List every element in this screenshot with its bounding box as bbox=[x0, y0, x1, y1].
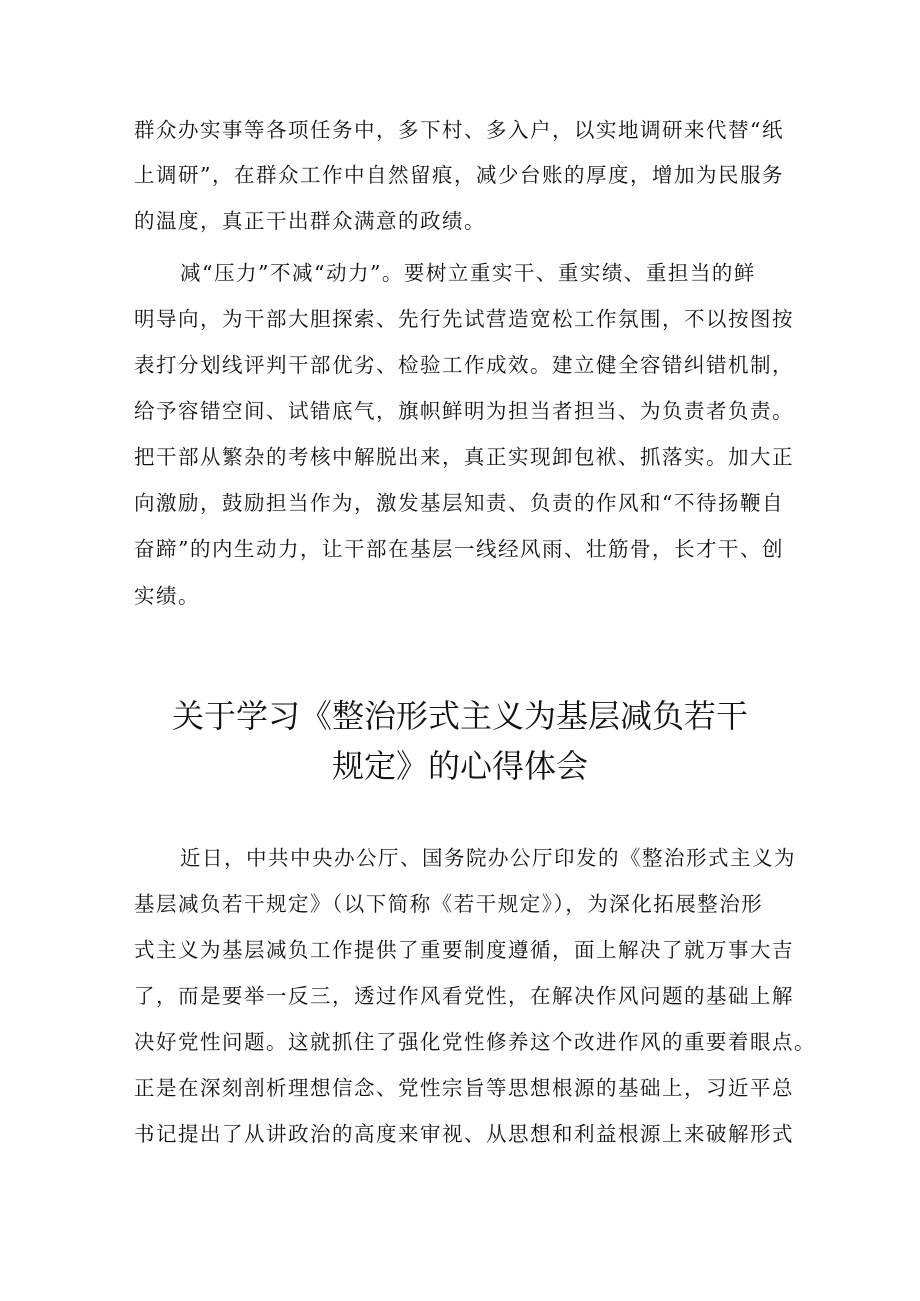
text-line: 决好党性问题。这就抓住了强化党性修养这个改进作风的重要着眼点。 bbox=[134, 1030, 816, 1054]
text-line: 减“压力”不减“动力”。要树立重实干、重实绩、重担当的鲜 bbox=[180, 261, 756, 285]
text-line: 的温度，真正干出群众满意的政绩。 bbox=[134, 209, 486, 233]
text-line: 向激励，鼓励担当作为，激发基层知责、负责的作风和“不待扬鞭自 bbox=[134, 491, 784, 515]
text-line: 基层减负若干规定》（以下简称《若干规定》），为深化拓展整治形 bbox=[134, 892, 764, 916]
text-line: 把干部从繁杂的考核中解脱出来，真正实现卸包袱、抓落实。加大正 bbox=[134, 445, 794, 469]
text-line: 式主义为基层减负工作提供了重要制度遵循，面上解决了就万事大吉 bbox=[134, 938, 794, 962]
text-line: 给予容错空间、试错底气，旗帜鲜明为担当者担当、为负责者负责。 bbox=[134, 399, 794, 423]
text-line: 近日，中共中央办公厅、国务院办公厅印发的《整治形式主义为 bbox=[180, 846, 796, 870]
text-line: 实绩。 bbox=[134, 584, 200, 608]
title-line-2: 规定》的心得体会 bbox=[331, 747, 588, 785]
text-line: 表打分划线评判干部优劣、检验工作成效。建立健全容错纠错机制， bbox=[134, 353, 794, 377]
text-line: 明导向，为干部大胆探索、先行先试营造宽松工作氛围，不以按图按 bbox=[134, 307, 794, 331]
text-line: 书记提出了从讲政治的高度来审视、从思想和利益根源上来破解形式 bbox=[134, 1122, 794, 1146]
text-line: 上调研”，在群众工作中自然留痕，减少台账的厚度，增加为民服务 bbox=[134, 163, 784, 187]
text-line: 群众办实事等各项任务中，多下村、多入户，以实地调研来代替“纸 bbox=[134, 118, 784, 142]
text-line: 正是在深刻剖析理想信念、党性宗旨等思想根源的基础上，习近平总 bbox=[134, 1076, 794, 1100]
text-line: 了，而是要举一反三，透过作风看党性，在解决作风问题的基础上解 bbox=[134, 984, 794, 1008]
text-line: 奋蹄”的内生动力，让干部在基层一线经风雨、壮筋骨，长才干、创 bbox=[134, 537, 784, 561]
title-line-1: 关于学习《整治形式主义为基层减负若干 bbox=[171, 697, 748, 735]
